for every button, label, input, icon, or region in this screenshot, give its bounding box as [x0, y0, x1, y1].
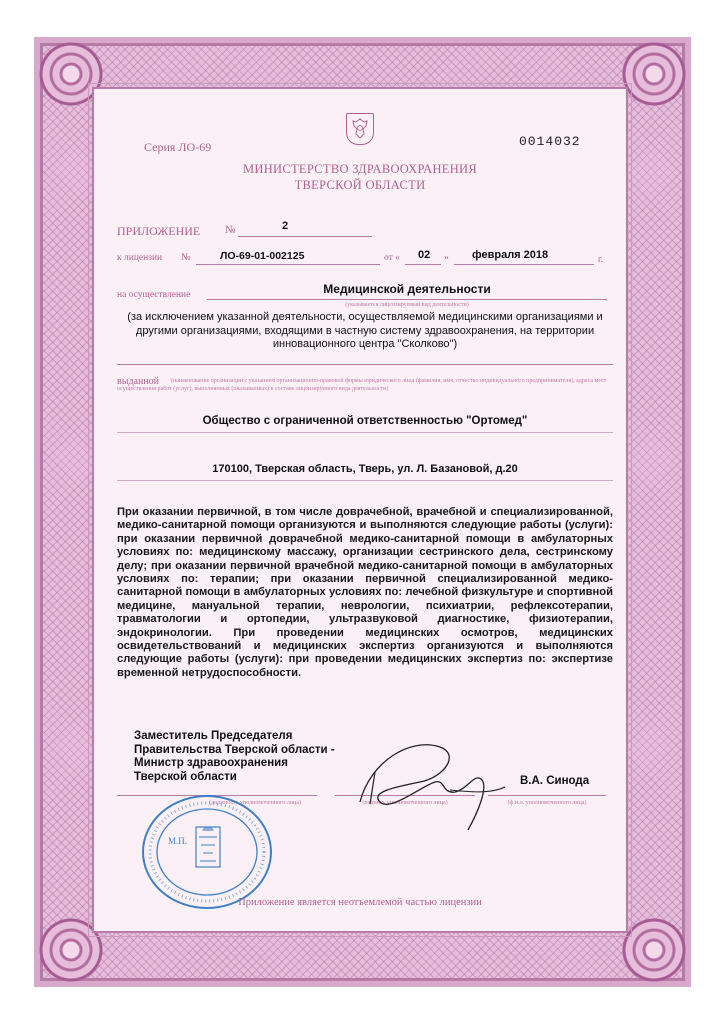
date-day-line	[405, 264, 441, 265]
date-day: 02	[418, 249, 431, 261]
stamp-label: М.П.	[168, 836, 188, 846]
signature-hint: (подпись уполномоченного лица)	[362, 800, 448, 806]
coat-of-arms-icon	[346, 113, 374, 145]
organization-name: Общество с ограниченной ответственностью "Ортомед"	[202, 415, 528, 427]
activity-hint: (указывается лицензируемый вид деятельности)	[345, 302, 469, 308]
official-seal	[140, 793, 275, 911]
number-sign: №	[181, 252, 191, 263]
address-line	[117, 480, 613, 481]
license-number: ЛО-69-01-002125	[220, 250, 305, 262]
footer-note: Приложение является неотъемлемой частью лицензии	[238, 897, 482, 908]
signer-name-hint: (ф.и.о. уполномоченного лица)	[507, 800, 587, 806]
ministry-title-line2: ТВЕРСКОЙ ОБЛАСТИ	[294, 178, 426, 192]
date-month-year: февраля 2018	[472, 249, 549, 261]
date-month-line	[454, 264, 594, 265]
handwritten-signature	[350, 732, 510, 832]
separator-line	[117, 364, 613, 365]
license-number-line	[196, 264, 380, 265]
series-label: Серия ЛО-69	[144, 140, 212, 154]
appendix-label: ПРИЛОЖЕНИЕ	[117, 224, 201, 238]
signer-title: Заместитель Председателя Правительства Тверской области - Министр здравоохранения Тверской области	[134, 730, 335, 783]
activity-line	[207, 299, 607, 300]
issued-label: выданной	[117, 376, 160, 387]
signer-name: В.А. Синода	[520, 775, 590, 787]
license-label: к лицензии	[117, 253, 163, 263]
corner-rosette	[622, 42, 686, 106]
appendix-number: 2	[282, 220, 289, 232]
issued-hint: (наименование организации с указанием организационно-правовой формы юридического лица (фамилия, имя, отчество индивидуального предпринимателя), адреса мест осуществления работ (услуг), выполняемых (оказываемых) в составе лицензируемого вида деятельности)	[117, 378, 607, 392]
corner-rosette	[622, 918, 686, 982]
date-quote: »	[444, 253, 449, 263]
year-suffix: г.	[598, 254, 603, 264]
date-from-label: от «	[384, 253, 400, 263]
signer-title-hint: (должность уполномоченного лица)	[209, 800, 301, 806]
ministry-title-line1: МИНИСТЕРСТВО ЗДРАВООХРАНЕНИЯ	[242, 162, 478, 176]
document-number: 0014032	[519, 134, 581, 149]
organization-line	[117, 432, 613, 433]
activity-label: на осуществление	[117, 290, 191, 300]
services-text: При оказании первичной, в том числе доврачебной, врачебной и специализированной, медико-санитарной помощи организуются и выполняются следующие работы (услуги): при оказании первичной доврачебной медико-санитарной помощи в амбулаторных условиях по: медицинскому массажу, организации сестринского дела, сестринскому делу; при оказании первичной врачебной медико-санитарной помощи в амбулаторных условиях по: терапии; при оказании первичной специализированной медико-санитарной помощи в амбулаторных условиях по: лечебной физкультуре и спортивной медицине, мануальной терапии, неврологии, психиатрии, рефлексотерапии, травматологии и ортопедии, ультразвуковой диагностике, физиотерапии, эндокринологии. При проведении медицинских осмотров, медицинских освидетельствований и медицинских экспертиз организуются и выполняются следующие работы (услуги): при проведении медицинских экспертиз по: экспертизе временной нетрудоспособности.	[117, 506, 613, 679]
activity-type: Медицинской деятельности	[323, 282, 491, 296]
activity-exclusion: (за исключением указанной деятельности, осуществляемой медицинскими организациями и другими организациями, входящими в частную систему здравоохранения, на территории инновационного центра "Сколково")	[127, 311, 603, 350]
organization-address: 170100, Тверская область, Тверь, ул. Л. Базановой, д.20	[212, 463, 518, 475]
appendix-number-line	[238, 236, 372, 237]
number-sign: №	[225, 224, 236, 236]
